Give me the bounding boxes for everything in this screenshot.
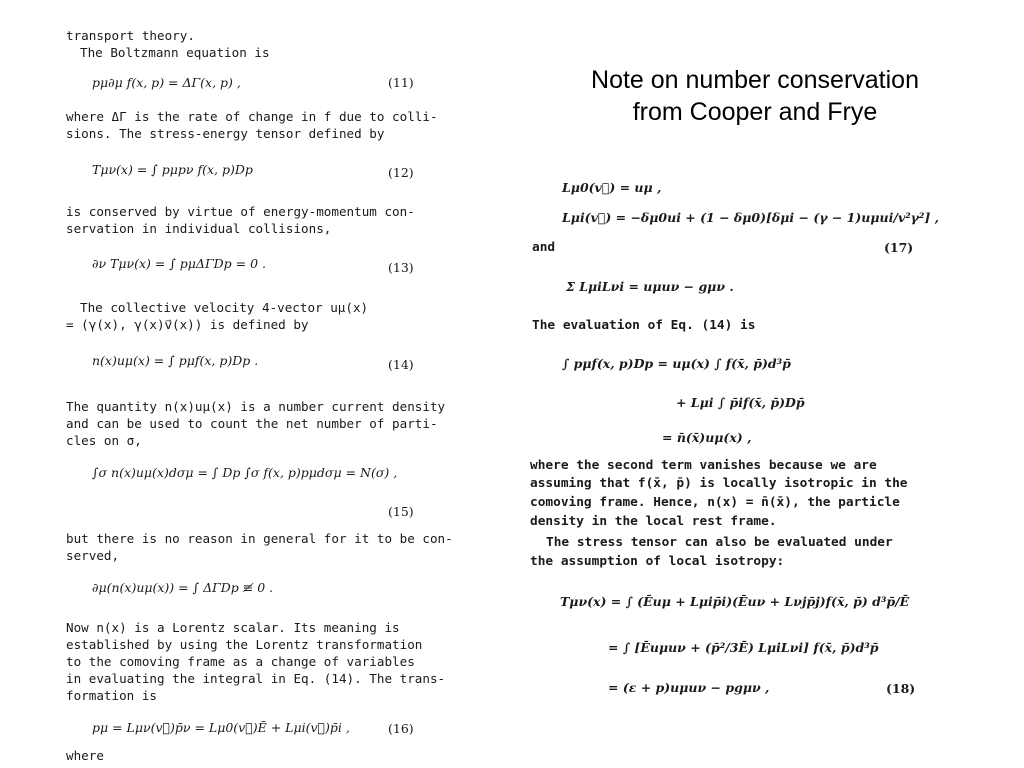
- text-conserved: is conserved by virtue of energy-momentum con-: [66, 204, 415, 219]
- text-formation: formation is: [66, 688, 157, 703]
- text-comoving-frame: comoving frame. Hence, n(x) = n̄(x̄), the particle: [530, 495, 900, 510]
- equation-evaluation-3: = n̄(x̄)uμ(x) ,: [662, 430, 752, 445]
- equation-stress-3: = (ε + p)uμuν − pgμν ,: [608, 680, 770, 695]
- equation-sum-L: Σ LμiLνi = uμuν − gμν .: [566, 279, 734, 294]
- text-canbe: and can be used to count the net number of parti-: [66, 416, 438, 431]
- equation-12: Tμν(x) = ∫ pμpν f(x, p)Dp: [92, 162, 253, 177]
- equation-number-17: (17): [884, 240, 914, 255]
- text-vanishes: where the second term vanishes because we are: [530, 458, 877, 473]
- text-comoving: to the comoving frame as a change of variables: [66, 654, 415, 669]
- text-but: but there is no reason in general for it to be con-: [66, 531, 453, 546]
- note-title-line1: Note on number conservation: [591, 66, 919, 94]
- note-title: [555, 64, 955, 128]
- text-established: established by using the Lorentz transformation: [66, 637, 423, 652]
- text-sions: sions. The stress-energy tensor defined by: [66, 126, 385, 141]
- text-where-delta-gamma: where ΔΓ is the rate of change in f due to colli-: [66, 109, 438, 124]
- text-where: where: [66, 748, 104, 763]
- equation-13: ∂ν Tμν(x) = ∫ pμΔΓDp = 0 .: [92, 256, 266, 271]
- text-stress: The stress tensor can also be evaluated under: [546, 535, 893, 550]
- text-now: Now n(x) is a Lorentz scalar. Its meaning is: [66, 620, 400, 635]
- equation-stress-2: = ∫ [Ēuμuν + (p̄²/3Ē) LμiLνi] f(x̄, p̄)d³p̄: [608, 640, 879, 655]
- equation-number-13: (13): [388, 260, 414, 275]
- text-collective: The collective velocity 4-vector uμ(x): [80, 300, 369, 315]
- equation-evaluation-2: + Lμi ∫ p̄if(x̄, p̄)Dp̄: [676, 395, 805, 410]
- equation-evaluation-1: ∫ pμf(x, p)Dp = uμ(x) ∫ f(x̄, p̄)d³p̄: [562, 356, 791, 371]
- text-density: density in the local rest frame.: [530, 514, 777, 529]
- equation-number-14: (14): [388, 357, 414, 372]
- text-evaluating: in evaluating the integral in Eq. (14). The trans-: [66, 671, 446, 686]
- equation-number-16: (16): [388, 721, 414, 736]
- text-defined: = (γ(x), γ(x)v⃗(x)) is defined by: [66, 317, 309, 332]
- text-served: served,: [66, 548, 120, 563]
- equation-L0: Lμ0(v⃗) = uμ ,: [562, 180, 662, 195]
- equation-15: ∫σ n(x)uμ(x)dσμ = ∫ Dp ∫σ f(x, p)pμdσμ = N(σ) ,: [92, 465, 398, 480]
- text-servation: servation in individual collisions,: [66, 221, 332, 236]
- text-and: and: [532, 240, 556, 255]
- equation-number-12: (12): [388, 165, 414, 180]
- equation-number-18: (18): [886, 681, 916, 696]
- equation-stress-1: Tμν(x) = ∫ (Ēuμ + Lμip̄i)(Ēuν + Lνjp̄j)f(x̄, p̄) d³p̄/Ē: [560, 594, 910, 609]
- equation-14: n(x)uμ(x) = ∫ pμf(x, p)Dp .: [92, 353, 259, 368]
- text-evaluation: The evaluation of Eq. (14) is: [532, 318, 756, 333]
- text-transport: transport theory.: [66, 28, 195, 43]
- equation-number-nonconservation: ∂μ(n(x)uμ(x)) = ∫ ΔΓDp ≢ 0 .: [92, 580, 274, 595]
- text-quantity: The quantity n(x)uμ(x) is a number current density: [66, 399, 446, 414]
- equation-Li: Lμi(v⃗) = −δμ0ui + (1 − δμ0)[δμi − (γ − 1)uμui/v²γ²] ,: [562, 210, 940, 225]
- equation-number-11: (11): [388, 75, 414, 90]
- text-boltzmann: The Boltzmann equation is: [80, 45, 270, 60]
- equation-11: pμ∂μ f(x, p) = ΔΓ(x, p) ,: [92, 75, 241, 90]
- equation-number-15: (15): [388, 504, 414, 519]
- note-title-line2: from Cooper and Frye: [632, 98, 878, 126]
- text-assumption: the assumption of local isotropy:: [530, 554, 785, 569]
- text-assuming: assuming that f(x̄, p̄) is locally isotropic in the: [530, 476, 908, 491]
- text-cles: cles on σ,: [66, 433, 142, 448]
- equation-16: pμ = Lμν(v⃗)p̄ν = Lμ0(v⃗)Ē + Lμi(v⃗)p̄i ,: [92, 720, 350, 735]
